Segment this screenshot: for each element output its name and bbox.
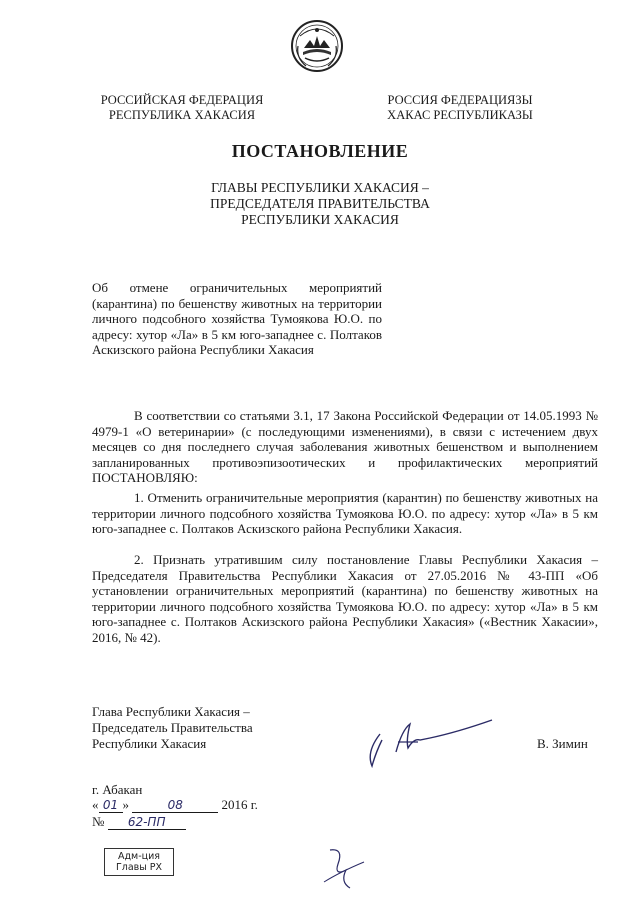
subtitle-line: РЕСПУБЛИКИ ХАКАСИЯ — [241, 212, 399, 227]
header-left — [92, 93, 272, 123]
signatory-position-line: Глава Республики Хакасия – — [92, 704, 250, 719]
body-paragraph: В соответствии со статьями 3.1, 17 Закона Российской Федерации от 14.05.1993 № 4979-1 «О ветеринарии» (с последующими изменениями), в связи с истечением двух месяцев со дня последнего случая заболевания животных бешенством и выполнением запланированных противоэпизоотических и профилактических мероприятий ПОСТАНОВЛЯЮ: — [92, 408, 598, 485]
header-right — [370, 93, 550, 123]
date-open-quote: « — [92, 797, 99, 812]
subtitle-line: ПРЕДСЕДАТЕЛЯ ПРАВИТЕЛЬСТВА — [210, 196, 430, 211]
registration-stamp — [104, 848, 174, 876]
signatory-position-line: Республики Хакасия — [92, 736, 207, 751]
document-subtitle — [170, 180, 470, 228]
header-left-line: РОССИЙСКАЯ ФЕДЕРАЦИЯ — [100, 93, 264, 107]
handwritten-initials — [320, 842, 370, 892]
issue-place: г. Абакан — [92, 782, 143, 797]
document-number — [92, 814, 186, 830]
document-subject: Об отмене ограничительных мероприятий (карантина) по бешенству животных на территории личного подсобного хозяйства Тумоякова Ю.О. по адресу: хутор «Ла» в 5 км юго-западнее с. Полтаков Аскизского района Республики Хакасия — [92, 280, 382, 357]
stamp-line: Адм-ция — [117, 851, 161, 862]
number-value: 62-ПП — [108, 815, 186, 830]
number-prefix: № — [92, 814, 105, 829]
date-month: 08 — [132, 798, 218, 813]
issue-date — [92, 797, 258, 813]
date-day: 01 — [99, 798, 123, 813]
date-year: 2016 г. — [221, 797, 258, 812]
header-left-line: РЕСПУБЛИКА ХАКАСИЯ — [108, 108, 256, 122]
body-paragraph: 1. Отменить ограничительные мероприятия (карантин) по бешенству животных на территории личного подсобного хозяйства Тумоякова Ю.О. по адресу: хутор «Ла» в 5 км юго-западнее с. Полтаков Аскизского района Республики Хакасия. — [92, 490, 598, 536]
signatory-name: В. Зимин — [537, 736, 588, 751]
handwritten-signature — [358, 712, 498, 772]
header-right-line: РОССИЯ ФЕДЕРАЦИЯЗЫ — [387, 93, 533, 107]
subtitle-line: ГЛАВЫ РЕСПУБЛИКИ ХАКАСИЯ – — [211, 180, 429, 195]
body-paragraph: 2. Признать утратившим силу постановление Главы Республики Хакасия – Председателя Правительства Республики Хакасия от 27.05.2016 № 43-ПП «Об установлении ограничительных мероприятий (карантина) по бешенству животных на территории личного подсобного хозяйства Тумоякова Ю.О. по адресу: хутор «Ла» в 5 км юго-западнее с. Полтаков Аскизского района Республики Хакасия» («Вестник Хакасии», 2016, № 42). — [92, 552, 598, 645]
document-title: ПОСТАНОВЛЕНИЕ — [231, 141, 409, 161]
stamp-line: Главы РХ — [115, 862, 163, 873]
signatory-position-line: Председатель Правительства — [92, 720, 253, 735]
header-right-line: ХАКАС РЕСПУБЛИКАЗЫ — [387, 108, 533, 122]
signatory-position — [92, 704, 253, 752]
coat-of-arms-emblem — [290, 18, 344, 74]
date-close-quote: » — [122, 797, 129, 812]
